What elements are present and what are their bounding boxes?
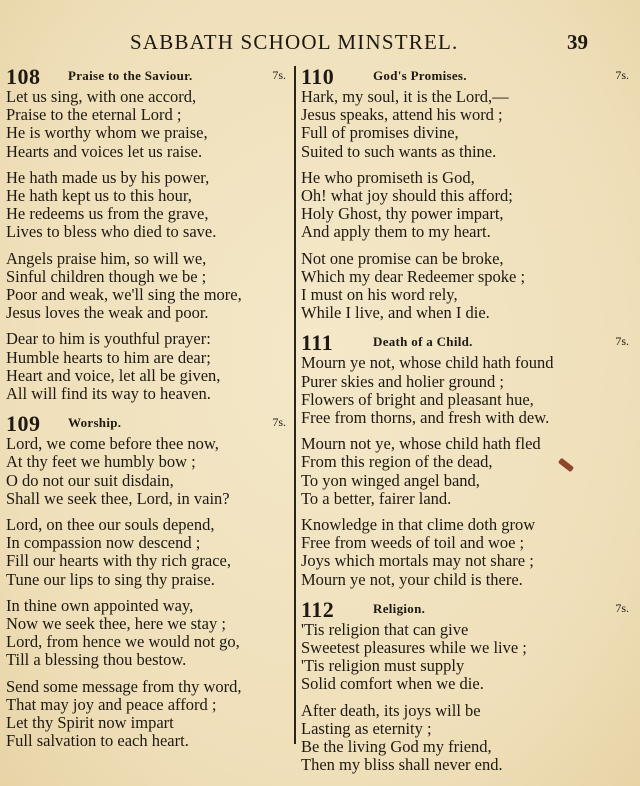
hymn-heading: [6, 411, 290, 437]
verse-line: Free from thorns, and fresh with dew.: [301, 408, 550, 428]
verse-line: Humble hearts to him are dear;: [6, 347, 211, 367]
verse-line: In compassion now descend ;: [6, 533, 201, 553]
hymn-number: 112: [301, 596, 335, 622]
verse-line: Oh! what joy should this afford;: [301, 186, 513, 206]
verse-line: Mourn not ye, whose child hath fled: [301, 434, 541, 454]
verse-line: 'Tis religion that can give: [301, 619, 469, 639]
hymn-title: Religion.: [373, 600, 426, 616]
column-divider: [294, 66, 296, 744]
verse-line: Sinful children though we be ;: [6, 266, 207, 286]
verse-line: Mourn ye not, whose child hath found: [301, 353, 554, 373]
verse-line: Lives to bless who died to save.: [6, 222, 217, 242]
verse-line: Let us sing, with one accord,: [6, 87, 197, 106]
verse-line: Free from weeds of toil and woe ;: [301, 533, 525, 553]
hymn-heading: [301, 330, 633, 356]
stanza: [6, 516, 290, 589]
verse-line: Flowers of bright and pleasant hue,: [301, 389, 534, 409]
verse-line: Shall we seek thee, Lord, in vain?: [6, 488, 230, 508]
hymn-number: 110: [301, 64, 335, 89]
hymn-title: God's Promises.: [373, 68, 467, 83]
verse-line: Full of promises divine,: [301, 123, 459, 143]
verse-line: To a better, fairer land.: [301, 488, 452, 508]
stanza: [301, 250, 633, 323]
verse-line: I must on his word rely,: [301, 285, 458, 305]
verse-line: Fill our hearts with thy rich grace,: [6, 551, 231, 571]
verse-line: Jesus loves the weak and poor.: [6, 303, 209, 323]
verse-line: Lasting as eternity ;: [301, 718, 432, 738]
verse-line: Solid comfort when we die.: [301, 674, 484, 694]
verse-line: Now we seek thee, here we stay ;: [6, 614, 226, 634]
hymn-number: 111: [301, 330, 334, 356]
verse-line: After death, its joys will be: [301, 700, 481, 720]
verse-line: Dear to him is youthful prayer:: [6, 329, 211, 349]
verse-line: Full salvation to each heart.: [6, 731, 189, 751]
stanza: [6, 330, 290, 403]
verse-line: Lord, on thee our souls depend,: [6, 515, 215, 535]
verse-line: Poor and weak, we'll sing the more,: [6, 285, 242, 305]
verse-line: Hearts and voices let us raise.: [6, 141, 203, 161]
stanza: [6, 435, 290, 508]
verse-line: Holy Ghost, thy power impart,: [301, 204, 504, 224]
verse-line: Not one promise can be broke,: [301, 248, 504, 268]
hymn-meter: 7s.: [615, 68, 629, 82]
stanza: [6, 169, 290, 242]
hymn-meter: 7s.: [272, 68, 286, 82]
verse-line: While I live, and when I die.: [301, 303, 490, 323]
hymn: [6, 413, 290, 750]
hymn-number: 108: [6, 64, 41, 89]
running-title: SABBATH SCHOOL MINSTREL.: [130, 30, 459, 54]
right-column: [301, 66, 633, 775]
verse-line: In thine own appointed way,: [6, 595, 194, 615]
hymn-heading: [6, 64, 290, 89]
stanza: [301, 169, 633, 242]
stanza: [301, 88, 633, 161]
stanza: [301, 621, 633, 694]
verse-line: Joys which mortals may not share ;: [301, 551, 534, 571]
page-number: 39: [567, 30, 588, 54]
verse-line: All will find its way to heaven.: [6, 384, 211, 404]
stanza: [6, 250, 290, 323]
hymn-meter: 7s.: [272, 415, 286, 430]
hymn-number: 109: [6, 411, 41, 437]
verse-line: Be the living God my friend,: [301, 737, 492, 757]
stanza: [6, 678, 290, 751]
left-column: [6, 66, 290, 751]
verse-line: Lord, from hence we would not go,: [6, 632, 240, 652]
hymn-title: Death of a Child.: [373, 334, 473, 350]
verse-line: He hath kept us to this hour,: [6, 186, 192, 206]
verse-line: Which my dear Redeemer spoke ;: [301, 266, 526, 286]
stanza: [301, 702, 633, 775]
verse-line: Lord, we come before thee now,: [6, 434, 219, 454]
hymn-meter: 7s.: [615, 600, 629, 615]
verse-line: He hath made us by his power,: [6, 167, 210, 187]
verse-line: That may joy and peace afford ;: [6, 694, 217, 714]
verse-line: He who promiseth is God,: [301, 167, 475, 187]
hymn: [301, 596, 633, 775]
verse-line: Send some message from thy word,: [6, 676, 242, 696]
verse-line: Suited to such wants as thine.: [301, 141, 497, 161]
verse-line: Heart and voice, let all be given,: [6, 365, 221, 385]
verse-line: Purer skies and holier ground ;: [301, 371, 505, 391]
verse-line: Then my bliss shall never end.: [301, 755, 503, 775]
verse-line: From this region of the dead,: [301, 452, 493, 472]
verse-line: To yon winged angel band,: [301, 470, 480, 490]
stanza: [6, 88, 290, 161]
verse-line: Praise to the eternal Lord ;: [6, 105, 182, 125]
hymn: [301, 332, 633, 588]
verse-line: Angels praise him, so will we,: [6, 248, 207, 268]
verse-line: He redeems us from the grave,: [6, 204, 209, 224]
hymn-heading: [301, 64, 633, 89]
verse-line: Hark, my soul, it is the Lord,—: [301, 87, 509, 106]
stanza: [301, 435, 633, 508]
hymn-meter: 7s.: [615, 334, 629, 349]
verse-line: He is worthy whom we praise,: [6, 123, 208, 143]
verse-line: Knowledge in that clime doth grow: [301, 515, 536, 535]
verse-line: O do not our suit disdain,: [6, 470, 174, 490]
verse-line: At thy feet we humbly bow ;: [6, 452, 196, 472]
hymn: [301, 66, 633, 322]
stanza: [301, 354, 633, 427]
hymn-title: Praise to the Saviour.: [68, 68, 193, 83]
verse-line: Sweetest pleasures while we live ;: [301, 638, 527, 658]
verse-line: Till a blessing thou bestow.: [6, 650, 187, 670]
verse-line: 'Tis religion must supply: [301, 656, 465, 676]
verse-line: Mourn ye not, your child is there.: [301, 569, 523, 589]
stanza: [301, 516, 633, 589]
stanza: [6, 597, 290, 670]
running-head: [0, 30, 640, 60]
verse-line: Jesus speaks, attend his word ;: [301, 105, 503, 125]
hymn-title: Worship.: [68, 415, 122, 431]
verse-line: Tune our lips to sing thy praise.: [6, 569, 215, 589]
hymn: [6, 66, 290, 403]
hymn-heading: [301, 596, 633, 622]
verse-line: Let thy Spirit now impart: [6, 713, 174, 733]
verse-line: And apply them to my heart.: [301, 222, 491, 242]
